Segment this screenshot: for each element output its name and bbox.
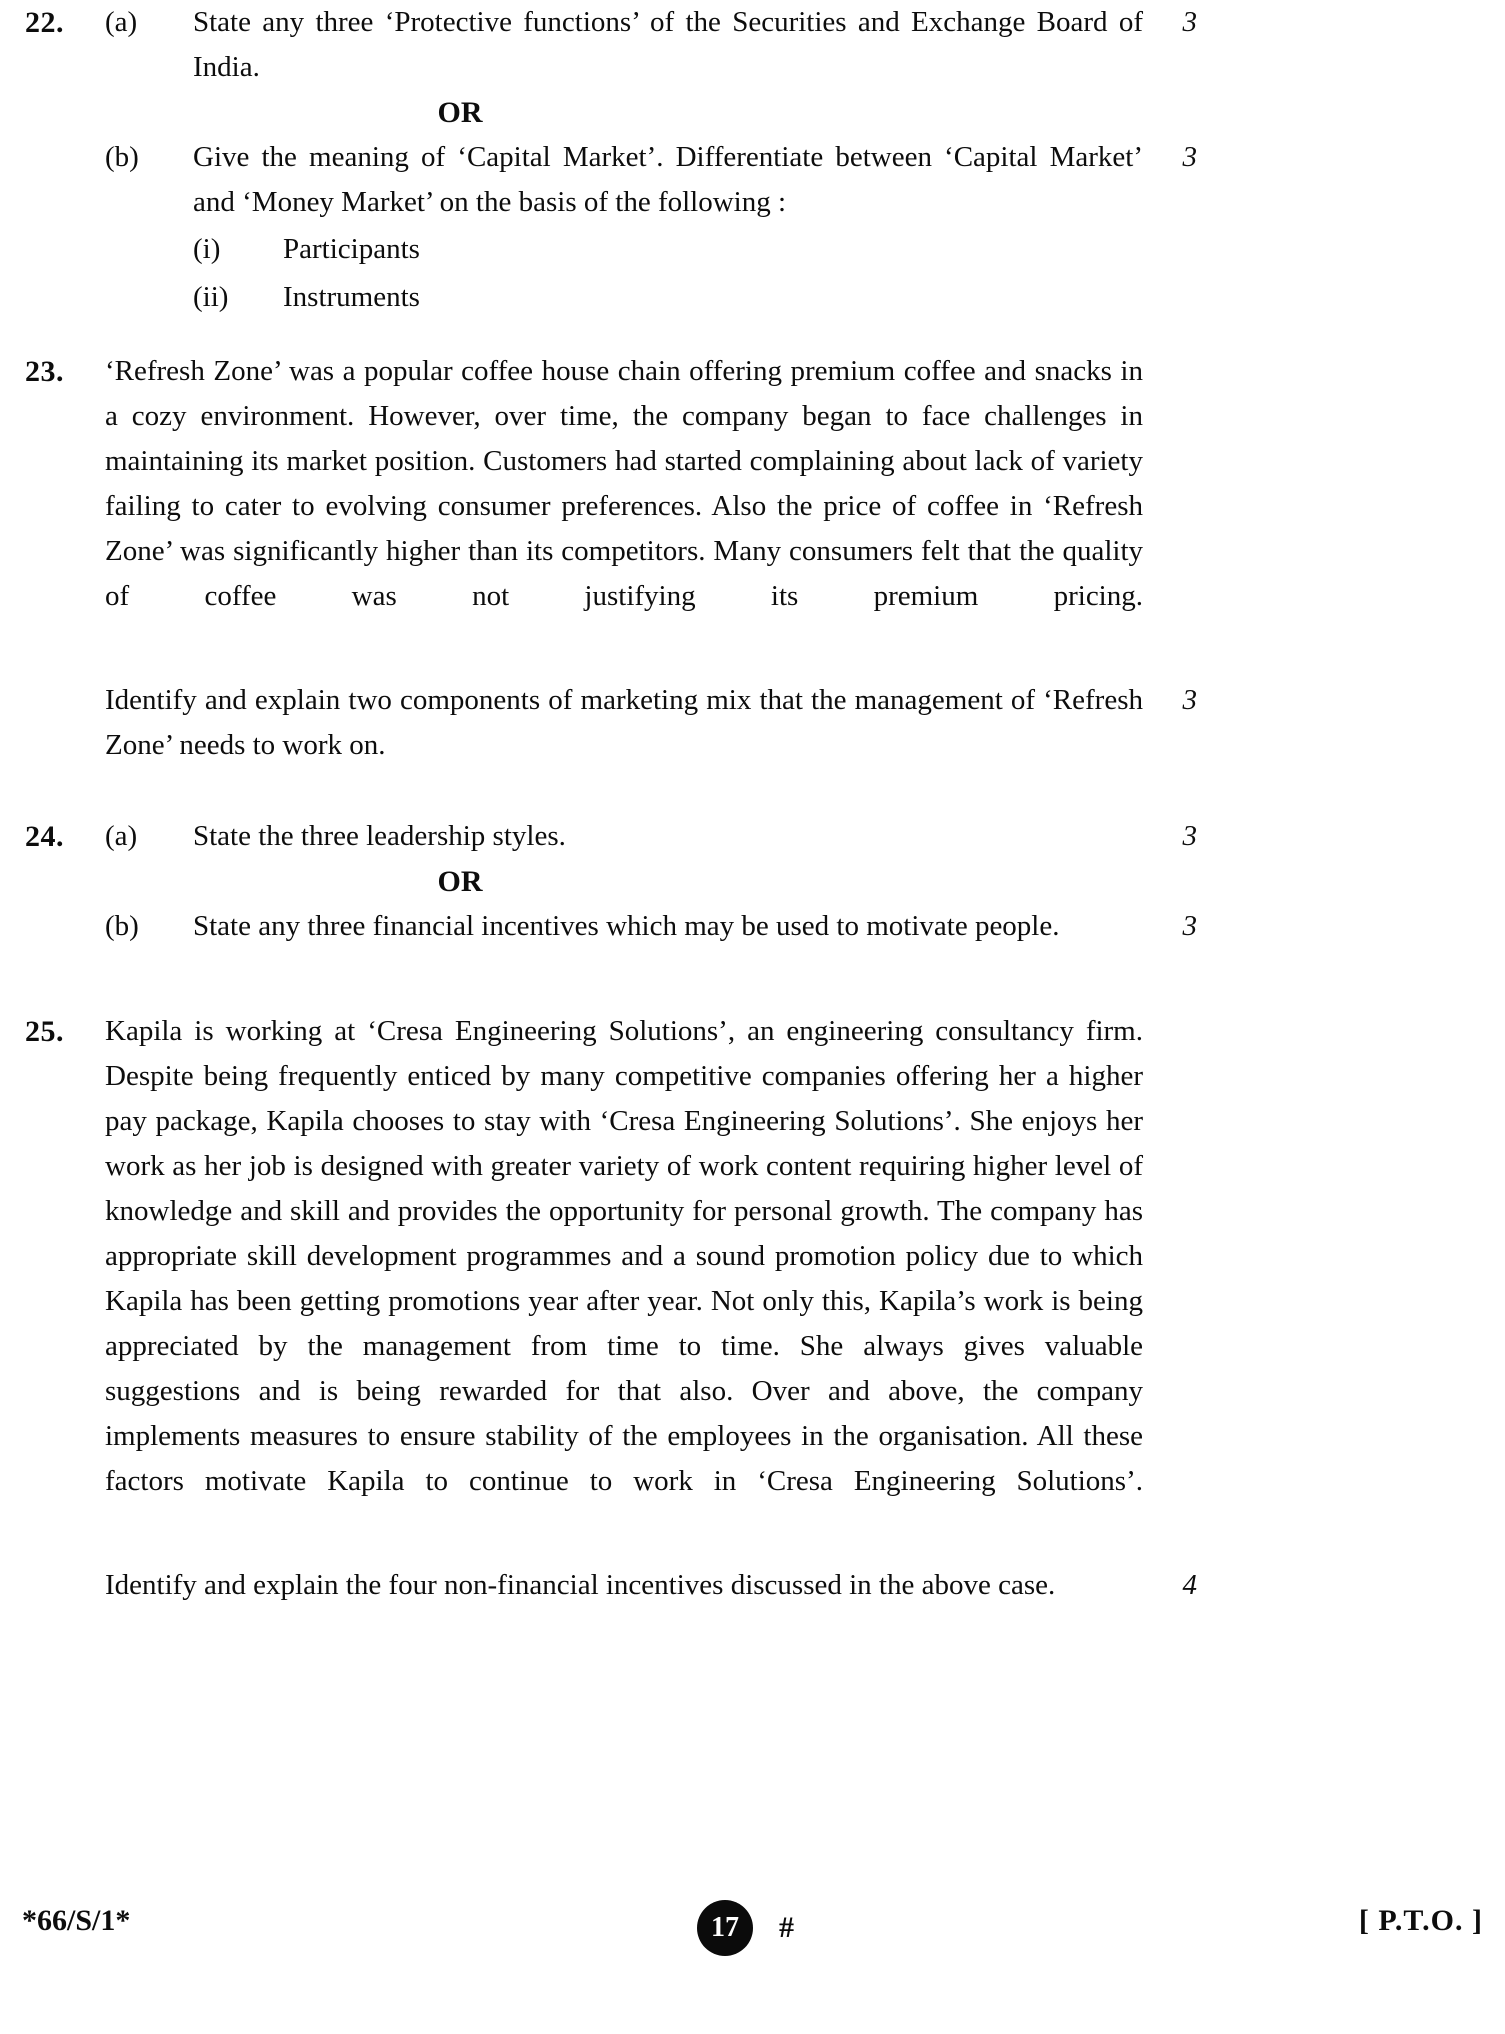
marks-25-case: [1143, 1009, 1215, 1549]
question-number-spacer: [25, 1563, 105, 1608]
question-24a-text: State the three leadership styles.: [193, 820, 566, 852]
pto-label: [ P.T.O. ]: [1358, 1904, 1483, 1937]
paper-code: *66/S/1*: [22, 1904, 131, 1937]
question-22b-text: Give the meaning of ‘Capital Market’. Differentiate between ‘Capital Market’ and ‘Money Market’ on the basis of the following :: [193, 141, 1143, 218]
question-25: [25, 1009, 1215, 1549]
subitem-22b-i: [25, 225, 1215, 273]
question-number: 24.: [25, 820, 64, 853]
question-number: 23.: [25, 355, 64, 388]
question-22: [25, 0, 1215, 90]
question-number-spacer: [25, 678, 105, 768]
spacer: [0, 1549, 1505, 1563]
question-23: [25, 349, 1215, 664]
part-label-b: (b): [105, 910, 139, 942]
marks-25: 4: [1182, 1569, 1197, 1601]
question-number: 22.: [25, 6, 64, 39]
marks-23: 3: [1182, 684, 1197, 716]
part-label-a: (a): [105, 6, 138, 38]
question-23-case-text: ‘Refresh Zone’ was a popular coffee house chain offering premium coffee and snacks in a cozy environment. However, over time, the company began to face challenges in maintaining its market position. Customers had started complaining about lack of variety failing to cater to evolving consumer preferences. Also the price of coffee in ‘Refresh Zone’ was significantly higher than its competitors. Many consumers felt that the quality of coffee was not justifying its premium pricing.: [105, 355, 1143, 612]
question-22b: [25, 135, 1215, 225]
spacer: [0, 664, 1505, 678]
marks-empty: [1143, 273, 1215, 321]
question-25-case-text: Kapila is working at ‘Cresa Engineering Solutions’, an engineering consultancy firm. Despite being frequently enticed by many competitive companies offering her a higher pay package, Kapila chooses to stay with ‘Cresa Engineering Solutions’. She enjoys her work as her job is designed with greater variety of work content requiring higher level of knowledge and skill and provides the opportunity for personal growth. The company has appropriate skill development programmes and a sound promotion policy due to which Kapila has been getting promotions year after year. Not only this, Kapila’s work is being appreciated by the management from time to time. She always gives valuable suggestions and is being rewarded for that also. Over and above, the company implements measures to ensure stability of the employees in the organisation. All these factors motivate Kapila to continue to work in ‘Cresa Engineering Solutions’.: [105, 1015, 1143, 1497]
roman-label-i: (i): [193, 233, 221, 265]
spacer: [0, 768, 1505, 814]
or-separator-24: OR: [437, 865, 483, 898]
spacer-col: [25, 225, 105, 273]
question-24: [25, 814, 1215, 859]
marks-22b: 3: [1182, 141, 1197, 173]
page-number-badge: 17: [697, 1900, 753, 1956]
spacer: [0, 321, 1505, 349]
part-label-b: (b): [105, 141, 139, 173]
subitem-22b-ii: [25, 273, 1215, 321]
subitem-text-participants: Participants: [283, 233, 420, 265]
question-24b: [25, 904, 1215, 949]
spacer-col: [25, 273, 105, 321]
marks-24b: 3: [1182, 910, 1197, 942]
question-22a-text: State any three ‘Protective functions’ of the Securities and Exchange Board of India.: [193, 6, 1143, 83]
question-24b-text: State any three financial incentives which may be used to motivate people.: [193, 910, 1060, 942]
spacer: [0, 949, 1505, 995]
marks-empty: [1143, 225, 1215, 273]
question-number-spacer: [25, 904, 105, 949]
page-footer: [0, 1900, 1505, 1970]
question-23-task-text: Identify and explain two components of marketing mix that the management of ‘Refresh Zone’ needs to work on.: [105, 684, 1143, 761]
marks-24a: 3: [1182, 820, 1197, 852]
subitem-text-instruments: Instruments: [283, 281, 420, 313]
footer-center-group: [697, 1900, 794, 1956]
spacer-col: [105, 273, 193, 321]
hash-icon: #: [779, 1911, 794, 1944]
question-number: 25.: [25, 1015, 64, 1048]
question-number-spacer: [25, 135, 105, 225]
question-25-task-text: Identify and explain the four non-financial incentives discussed in the above case.: [105, 1569, 1056, 1601]
spacer: [0, 995, 1505, 1009]
spacer-col: [105, 225, 193, 273]
marks-23-case: [1143, 349, 1215, 664]
part-label-a: (a): [105, 820, 138, 852]
roman-label-ii: (ii): [193, 281, 229, 313]
question-25-task: [25, 1563, 1215, 1608]
marks-22a: 3: [1182, 6, 1197, 38]
question-23-task: [25, 678, 1215, 768]
or-separator-22: OR: [437, 96, 483, 129]
